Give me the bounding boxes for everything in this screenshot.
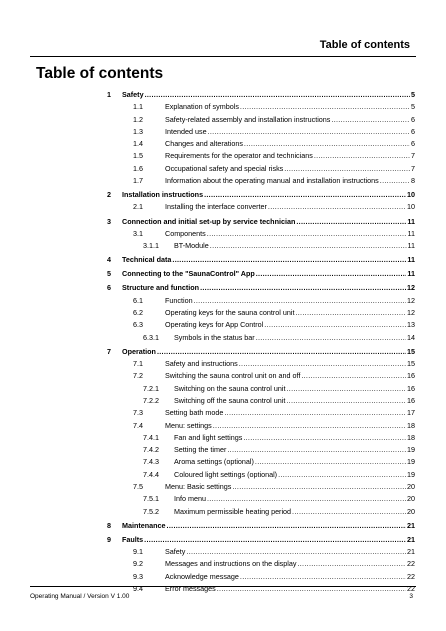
footer-page-number: 3 bbox=[409, 593, 413, 600]
toc-entry-number: 1.3 bbox=[133, 126, 143, 136]
toc-dot-leader bbox=[314, 150, 410, 162]
toc-dot-leader bbox=[145, 89, 410, 101]
toc-entry[interactable] bbox=[0, 175, 446, 187]
toc-entry-number: 7.5.1 bbox=[143, 494, 159, 504]
toc-entry[interactable] bbox=[0, 395, 446, 407]
toc-entry-number: 1.7 bbox=[133, 176, 143, 186]
page-title: Table of contents bbox=[36, 65, 164, 82]
toc-entry-title: Installation instructions bbox=[122, 190, 204, 200]
toc-entry-number: 9.2 bbox=[133, 559, 143, 569]
toc-entry-page: 18 bbox=[407, 432, 415, 442]
toc-entry-title: Faults bbox=[122, 534, 144, 544]
footer-rule bbox=[30, 586, 416, 587]
toc-dot-leader bbox=[227, 444, 406, 456]
toc-entry-number: 7.2.1 bbox=[143, 383, 159, 393]
toc-dot-leader bbox=[284, 163, 410, 175]
toc-entry-number: 9.3 bbox=[133, 571, 143, 581]
toc-entry-number: 7.2.2 bbox=[143, 395, 159, 405]
toc-entry-number: 7.1 bbox=[133, 359, 143, 369]
toc-entry-title: Safety-related assembly and installation instructions bbox=[165, 114, 331, 124]
toc-entry[interactable] bbox=[0, 163, 446, 175]
toc-entry-title: Operating keys for App Control bbox=[165, 320, 264, 330]
toc-entry[interactable] bbox=[0, 307, 446, 319]
toc-entry-page: 16 bbox=[407, 371, 415, 381]
toc-entry-number: 1.5 bbox=[133, 151, 143, 161]
toc-dot-leader bbox=[208, 126, 410, 138]
toc-dot-leader bbox=[217, 583, 406, 595]
toc-entry-number: 9.4 bbox=[133, 583, 143, 593]
toc-dot-leader bbox=[240, 101, 410, 113]
toc-entry[interactable] bbox=[0, 240, 446, 252]
toc-entry-title: Technical data bbox=[122, 255, 172, 265]
toc-entry[interactable] bbox=[0, 101, 446, 113]
toc-entry-title: Info menu bbox=[174, 494, 206, 504]
toc-entry-page: 20 bbox=[407, 494, 415, 504]
toc-entry-number: 7.2 bbox=[133, 371, 143, 381]
toc-entry-title: Intended use bbox=[165, 126, 207, 136]
toc-entry-page: 8 bbox=[411, 176, 415, 186]
toc-entry-page: 10 bbox=[407, 190, 415, 200]
toc-entry[interactable] bbox=[0, 254, 446, 266]
toc-entry[interactable] bbox=[0, 534, 446, 546]
toc-entry-title: Setting bath mode bbox=[165, 408, 224, 418]
toc-entry-number: 1.4 bbox=[133, 139, 143, 149]
toc-entry-page: 22 bbox=[407, 559, 415, 569]
toc-entry[interactable] bbox=[0, 228, 446, 240]
toc-entry-page: 6 bbox=[411, 139, 415, 149]
toc-entry-number: 7.4 bbox=[133, 420, 143, 430]
toc-entry-title: Installing the interface converter bbox=[165, 202, 267, 212]
toc-dot-leader bbox=[224, 407, 406, 419]
toc-entry-title: Coloured light settings (optional) bbox=[174, 469, 278, 479]
toc-dot-leader bbox=[240, 571, 406, 583]
toc-entry[interactable] bbox=[0, 358, 446, 370]
toc-entry-page: 21 bbox=[407, 547, 415, 557]
toc-entry-title: Structure and function bbox=[122, 283, 200, 293]
toc-entry-page: 11 bbox=[407, 255, 415, 265]
toc-entry-page: 12 bbox=[407, 308, 415, 318]
toc-entry-page: 17 bbox=[407, 408, 415, 418]
toc-dot-leader bbox=[207, 493, 406, 505]
toc-dot-leader bbox=[232, 481, 406, 493]
toc-entry[interactable] bbox=[0, 383, 446, 395]
toc-entry-number: 7.4.4 bbox=[143, 469, 159, 479]
toc-entry-title: Information about the operating manual and installation instructions bbox=[165, 176, 379, 186]
toc-entry[interactable] bbox=[0, 469, 446, 481]
toc-dot-leader bbox=[144, 534, 406, 546]
toc-entry-page: 11 bbox=[407, 228, 415, 238]
toc-dot-leader bbox=[278, 469, 406, 481]
toc-entry-title: Requirements for the operator and technicians bbox=[165, 151, 313, 161]
toc-entry-page: 22 bbox=[407, 571, 415, 581]
toc-dot-leader bbox=[380, 175, 410, 187]
toc-entry[interactable] bbox=[0, 571, 446, 583]
toc-entry-title: Maintenance bbox=[122, 520, 166, 530]
toc-entry[interactable] bbox=[0, 456, 446, 468]
toc-entry-page: 21 bbox=[407, 534, 415, 544]
toc-entry[interactable] bbox=[0, 150, 446, 162]
toc-entry-page: 11 bbox=[407, 241, 415, 251]
toc-entry[interactable] bbox=[0, 558, 446, 570]
toc-entry[interactable] bbox=[0, 189, 446, 201]
toc-entry[interactable] bbox=[0, 319, 446, 331]
toc-entry-number: 7.5 bbox=[133, 481, 143, 491]
toc-entry-number: 5 bbox=[107, 269, 111, 279]
toc-entry-number: 1 bbox=[107, 90, 111, 99]
toc-entry[interactable] bbox=[0, 295, 446, 307]
toc-entry-page: 6 bbox=[411, 114, 415, 124]
toc-entry-page: 18 bbox=[407, 420, 415, 430]
toc-dot-leader bbox=[301, 370, 406, 382]
toc-entry[interactable] bbox=[0, 332, 446, 344]
toc-entry-title: Safety and instructions bbox=[165, 359, 238, 369]
toc-entry[interactable] bbox=[0, 89, 446, 101]
toc-dot-leader bbox=[243, 432, 406, 444]
toc-entry-page: 15 bbox=[407, 359, 415, 369]
toc-entry-title: Maximum permissible heating period bbox=[174, 506, 292, 516]
toc-entry-title: Menu: Basic settings bbox=[165, 481, 232, 491]
toc-entry-page: 10 bbox=[407, 202, 415, 212]
toc-entry-page: 16 bbox=[407, 383, 415, 393]
toc-dot-leader bbox=[204, 189, 406, 201]
toc-entry-page: 20 bbox=[407, 506, 415, 516]
toc-dot-leader bbox=[194, 295, 406, 307]
toc-entry-number: 6.3 bbox=[133, 320, 143, 330]
toc-entry-page: 7 bbox=[411, 151, 415, 161]
toc-entry-number: 9 bbox=[107, 534, 111, 544]
toc-entry-title: BT-Module bbox=[174, 241, 209, 251]
toc-entry[interactable] bbox=[0, 216, 446, 228]
toc-entry-page: 12 bbox=[407, 295, 415, 305]
toc-entry-number: 4 bbox=[107, 255, 111, 265]
toc-entry[interactable] bbox=[0, 546, 446, 558]
toc-entry-page: 15 bbox=[407, 346, 415, 356]
toc-entry-title: Safety bbox=[165, 547, 186, 557]
toc-entry-page: 21 bbox=[407, 520, 415, 530]
toc-dot-leader bbox=[264, 319, 406, 331]
toc-entry[interactable] bbox=[0, 420, 446, 432]
toc-entry-number: 8 bbox=[107, 520, 111, 530]
toc-dot-leader bbox=[292, 506, 406, 518]
toc-dot-leader bbox=[244, 138, 410, 150]
toc-entry-title: Symbols in the status bar bbox=[174, 332, 255, 342]
toc-entry[interactable] bbox=[0, 520, 446, 532]
toc-entry-title: Connection and initial set-up by service technician bbox=[122, 216, 296, 226]
toc-entry-page: 22 bbox=[407, 583, 415, 593]
toc-entry-number: 7.4.1 bbox=[143, 432, 159, 442]
toc-entry-page: 7 bbox=[411, 163, 415, 173]
toc-dot-leader bbox=[213, 420, 406, 432]
toc-entry[interactable] bbox=[0, 370, 446, 382]
toc-entry-page: 19 bbox=[407, 469, 415, 479]
footer-text: Operating Manual / Version V 1.00 bbox=[30, 593, 130, 600]
toc-entry[interactable] bbox=[0, 138, 446, 150]
toc-entry-page: 12 bbox=[407, 283, 415, 293]
toc-entry-page: 11 bbox=[407, 216, 415, 226]
toc-entry-number: 7 bbox=[107, 346, 111, 356]
toc-entry[interactable] bbox=[0, 268, 446, 280]
toc-entry-title: Aroma settings (optional) bbox=[174, 457, 254, 467]
toc-entry-page: 13 bbox=[407, 320, 415, 330]
toc-entry-title: Components bbox=[165, 228, 206, 238]
toc-entry-title: Occupational safety and special risks bbox=[165, 163, 284, 173]
toc-dot-leader bbox=[331, 114, 410, 126]
toc-entry-page: 19 bbox=[407, 445, 415, 455]
toc-entry[interactable] bbox=[0, 282, 446, 294]
toc-entry-number: 7.3 bbox=[133, 408, 143, 418]
toc-entry-number: 1.2 bbox=[133, 114, 143, 124]
toc-entry-page: 5 bbox=[411, 90, 415, 99]
toc-list bbox=[0, 89, 446, 595]
header-title: Table of contents bbox=[319, 39, 410, 51]
toc-entry-title: Connecting to the "SaunaControl" App bbox=[122, 269, 255, 279]
toc-entry-page: 6 bbox=[411, 126, 415, 136]
toc-entry-page: 14 bbox=[407, 332, 415, 342]
toc-entry[interactable] bbox=[0, 506, 446, 518]
toc-entry-title: Setting the timer bbox=[174, 445, 227, 455]
toc-entry-number: 3.1.1 bbox=[143, 241, 159, 251]
toc-entry-title: Operating keys for the sauna control unit bbox=[165, 308, 295, 318]
toc-entry[interactable] bbox=[0, 481, 446, 493]
toc-dot-leader bbox=[255, 456, 406, 468]
toc-entry-title: Switching on the sauna control unit bbox=[174, 383, 286, 393]
toc-entry[interactable] bbox=[0, 201, 446, 213]
toc-entry-title: Function bbox=[165, 295, 193, 305]
toc-entry-number: 1.6 bbox=[133, 163, 143, 173]
toc-entry[interactable] bbox=[0, 493, 446, 505]
toc-dot-leader bbox=[157, 346, 406, 358]
toc-entry-page: 11 bbox=[407, 269, 415, 279]
toc-entry-page: 19 bbox=[407, 457, 415, 467]
toc-entry-number: 3 bbox=[107, 216, 111, 226]
toc-dot-leader bbox=[172, 254, 406, 266]
toc-entry-title: Safety bbox=[122, 90, 144, 99]
toc-dot-leader bbox=[167, 520, 406, 532]
toc-entry-number: 3.1 bbox=[133, 228, 143, 238]
toc-entry-number: 2 bbox=[107, 190, 111, 200]
toc-entry-title: Explanation of symbols bbox=[165, 102, 239, 112]
toc-dot-leader bbox=[296, 216, 406, 228]
toc-dot-leader bbox=[256, 332, 406, 344]
toc-entry[interactable] bbox=[0, 346, 446, 358]
toc-entry-page: 16 bbox=[407, 395, 415, 405]
toc-dot-leader bbox=[286, 395, 406, 407]
toc-entry-number: 6.3.1 bbox=[143, 332, 159, 342]
toc-entry-title: Menu: settings bbox=[165, 420, 212, 430]
toc-entry[interactable] bbox=[0, 126, 446, 138]
toc-entry[interactable] bbox=[0, 407, 446, 419]
toc-entry-number: 7.5.2 bbox=[143, 506, 159, 516]
toc-dot-leader bbox=[200, 282, 406, 294]
toc-entry-number: 6.1 bbox=[133, 295, 143, 305]
toc-dot-leader bbox=[297, 558, 406, 570]
header-rule bbox=[30, 56, 416, 57]
toc-dot-leader bbox=[239, 358, 406, 370]
toc-entry-title: Changes and alterations bbox=[165, 139, 243, 149]
toc-dot-leader bbox=[207, 228, 407, 240]
toc-entry-number: 2.1 bbox=[133, 202, 143, 212]
toc-entry-page: 5 bbox=[411, 102, 415, 112]
toc-entry-title: Operation bbox=[122, 346, 156, 356]
toc-entry-title: Switching the sauna control unit on and off bbox=[165, 371, 301, 381]
toc-dot-leader bbox=[210, 240, 407, 252]
toc-entry-title: Fan and light settings bbox=[174, 432, 243, 442]
toc-dot-leader bbox=[268, 201, 406, 213]
toc-entry[interactable] bbox=[0, 444, 446, 456]
toc-entry-number: 6.2 bbox=[133, 308, 143, 318]
toc-entry-number: 6 bbox=[107, 283, 111, 293]
toc-entry-number: 9.1 bbox=[133, 547, 143, 557]
toc-entry-title: Switching off the sauna control unit bbox=[174, 395, 286, 405]
toc-entry-page: 20 bbox=[407, 481, 415, 491]
toc-entry-number: 1.1 bbox=[133, 102, 143, 112]
toc-entry-title: Messages and instructions on the display bbox=[165, 559, 297, 569]
toc-entry-number: 7.4.2 bbox=[143, 445, 159, 455]
toc-entry[interactable] bbox=[0, 432, 446, 444]
toc-dot-leader bbox=[186, 546, 406, 558]
toc-entry[interactable] bbox=[0, 114, 446, 126]
toc-dot-leader bbox=[256, 268, 407, 280]
toc-entry-title: Error messages bbox=[165, 583, 216, 593]
toc-dot-leader bbox=[286, 383, 406, 395]
toc-entry-title: Acknowledge message bbox=[165, 571, 239, 581]
toc-entry-number: 7.4.3 bbox=[143, 457, 159, 467]
toc-dot-leader bbox=[295, 307, 406, 319]
